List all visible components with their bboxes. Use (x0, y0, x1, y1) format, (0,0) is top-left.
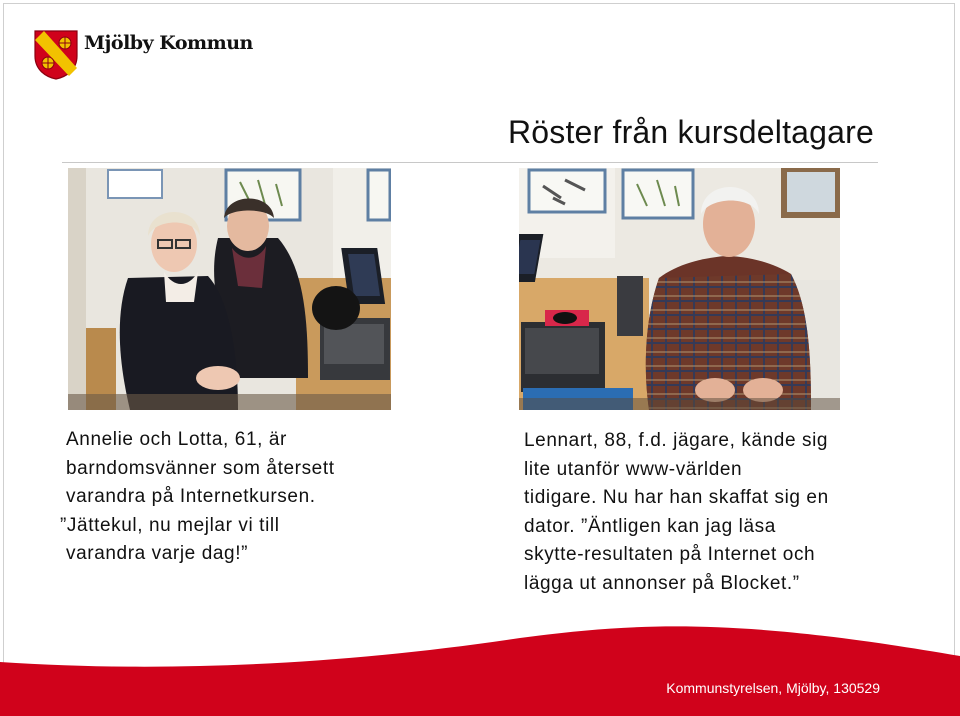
footer-text: Kommunstyrelsen, Mjölby, 130529 (666, 680, 880, 696)
coat-of-arms-icon (34, 30, 78, 80)
logo-text: Mjölby Kommun (84, 32, 253, 54)
caption-line: Annelie och Lotta, 61, är (66, 429, 287, 450)
caption-line: tidigare. Nu har han skaffat sig en (524, 487, 829, 508)
municipality-logo (34, 30, 274, 82)
caption-line: skytte-resultaten på Internet och (524, 544, 816, 565)
caption-line: varandra på Internetkursen. (66, 486, 316, 507)
caption-line: Lennart, 88, f.d. jägare, kände sig (524, 430, 829, 451)
man-photo (519, 168, 840, 410)
caption-line: barndomsvänner som återsett (66, 457, 335, 479)
right-caption (524, 427, 924, 598)
left-caption (60, 426, 446, 569)
caption-line: dator. ”Äntligen kan jag läsa (524, 515, 776, 537)
title-divider (62, 162, 878, 163)
two-women-photo (68, 168, 391, 410)
page-title: Röster från kursdeltagare (507, 114, 874, 150)
footer-wave (0, 600, 960, 716)
caption-line: lite utanför www-världen (524, 458, 743, 480)
caption-line: ”Jättekul, nu mejlar vi till (60, 514, 280, 536)
caption-line: lägga ut annonser på Blocket.” (524, 572, 800, 594)
caption-line: varandra varje dag!” (66, 543, 249, 564)
